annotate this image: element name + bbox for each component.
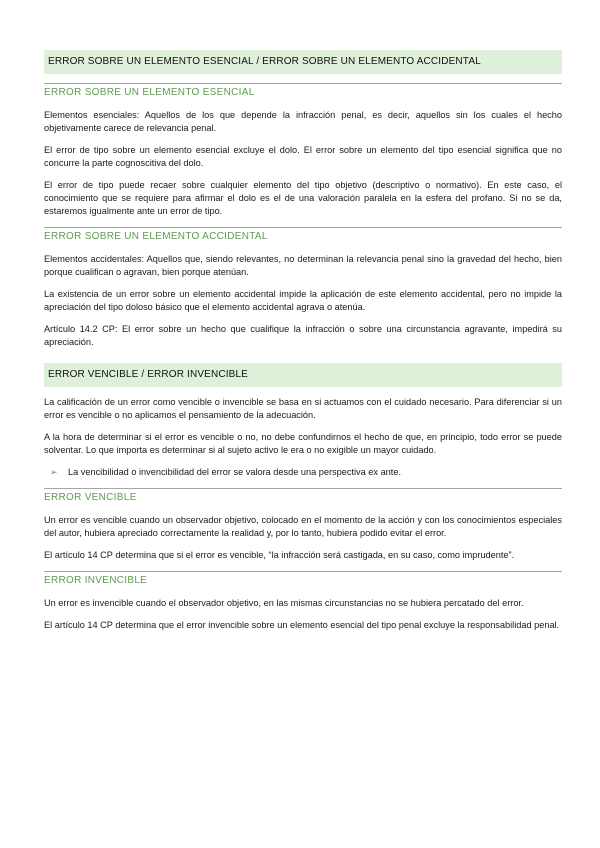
document-content — [44, 50, 562, 641]
paragraph: A la hora de determinar si el error es vencible o no, no debe confundirnos el hecho de que, en principio, todo error se puede solventar. Lo que importa es determinar si al sujeto activo le era o no exigible un mayor cuidado. — [44, 432, 562, 455]
paragraph: La existencia de un error sobre un elemento accidental impide la aplicación de este elemento accidental, pero no impide la apreciación del tipo doloso básico que el elemento accidental agrava o atenúa. — [44, 289, 562, 312]
paragraph: Elementos accidentales: Aquellos que, siendo relevantes, no determinan la relevancia penal sino la gravedad del hecho, bien porque cualifican o agravan, bien porque atenúan. — [44, 254, 562, 277]
section-heading-esencial-accidental: ERROR SOBRE UN ELEMENTO ESENCIAL / ERROR SOBRE UN ELEMENTO ACCIDENTAL — [44, 50, 562, 74]
paragraph: Artículo 14.2 CP: El error sobre un hecho que cualifique la infracción o sobre una circunstancia agravante, impedirá su apreciación. — [44, 324, 562, 347]
paragraph: El error de tipo puede recaer sobre cualquier elemento del tipo objetivo (descriptivo o normativo). En este caso, el conocimiento que se requiere para afirmar el dolo es el de una valoración paralela en la esfera del profano. Si no se da, estaremos igualmente ante un error de tipo. — [44, 180, 562, 216]
subheading-error-vencible: ERROR VENCIBLE — [44, 492, 137, 503]
arrowhead-bullet-icon: ➢ — [50, 467, 58, 477]
bullet-item — [50, 466, 562, 479]
paragraph: Un error es vencible cuando un observador objetivo, colocado en el momento de la acción y con los conocimientos especiales del autor, hubiera apreciado correctamente la realidad y, por lo tanto, hubiera podido evitar el error. — [44, 515, 562, 538]
paragraph: Elementos esenciales: Aquellos de los que depende la infracción penal, es decir, aquellos sin los cuales el hecho objetivamente carece de relevancia penal. — [44, 110, 562, 133]
bullet-text: La vencibilidad o invencibilidad del error se valora desde una perspectiva ex ante. — [68, 467, 401, 477]
paragraph: El error de tipo sobre un elemento esencial excluye el dolo. El error sobre un elemento del tipo esencial significa que no concurre la parte cognoscitiva del dolo. — [44, 145, 562, 168]
paragraph: El artículo 14 CP determina que si el error es vencible, “la infracción será castigada, en su caso, como imprudente”. — [44, 550, 515, 560]
subheading-error-invencible: ERROR INVENCIBLE — [44, 575, 148, 586]
section-heading-vencible-invencible: ERROR VENCIBLE / ERROR INVENCIBLE — [44, 363, 562, 387]
subheading-elemento-esencial: ERROR SOBRE UN ELEMENTO ESENCIAL — [44, 87, 255, 98]
paragraph: La calificación de un error como vencible o invencible se basa en si actuamos con el cuidado necesario. Para diferenciar si un error es vencible o no aplicamos el pensamiento de la adecuación. — [44, 397, 562, 420]
paragraph: El artículo 14 CP determina que el error invencible sobre un elemento esencial del tipo penal excluye la responsabilidad penal. — [44, 620, 560, 630]
subheading-elemento-accidental: ERROR SOBRE UN ELEMENTO ACCIDENTAL — [44, 231, 268, 242]
paragraph: Un error es invencible cuando el observador objetivo, en las mismas circunstancias no se hubiera percatado del error. — [44, 598, 524, 608]
